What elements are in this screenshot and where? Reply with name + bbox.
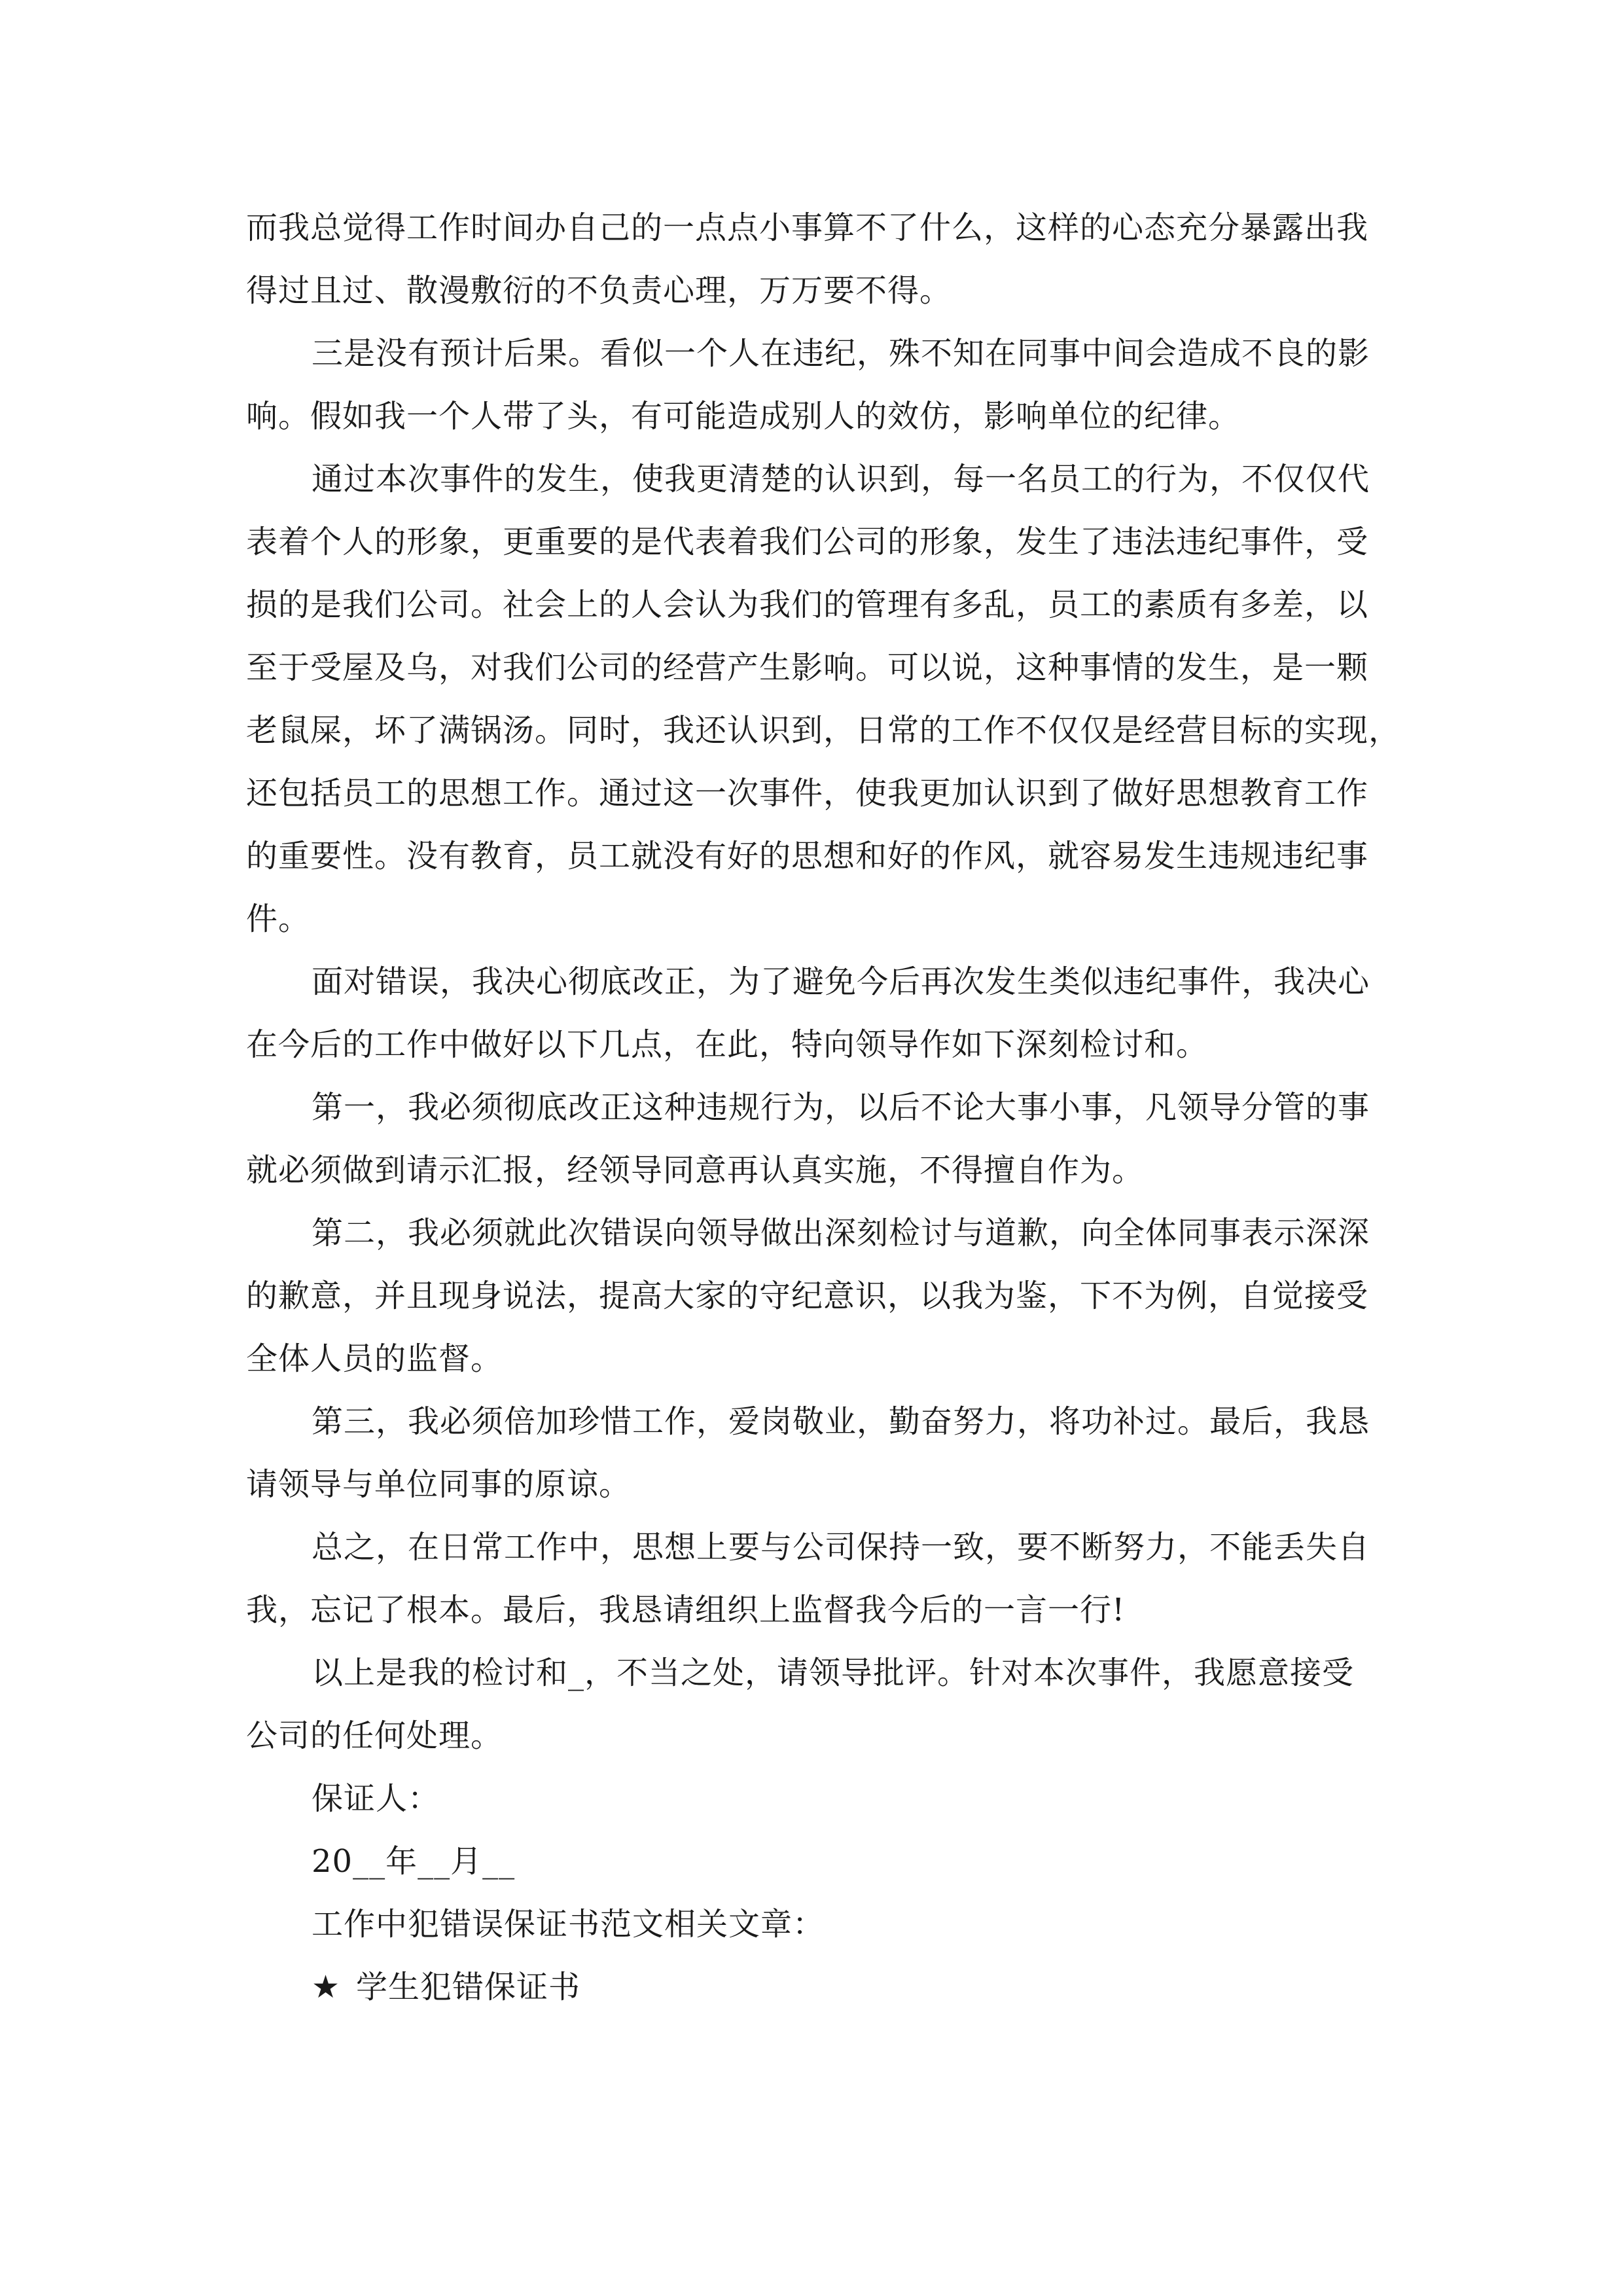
paragraph-line: 公司的任何处理。 [246,1717,503,1754]
related-article-label[interactable]: 学生犯错保证书 [356,1969,581,2005]
paragraph-line: 的重要性。没有教育，员工就没有好的思想和好的作风，就容易发生违规违纪事 [246,838,1369,874]
guarantor-label: 保证人： [312,1780,440,1817]
date-line: 20__年__月__ [312,1843,516,1880]
paragraph-line: 总之，在日常工作中，思想上要与公司保持一致，要不断努力，不能丢失自 [312,1529,1370,1566]
paragraph-line: 三是没有预计后果。看似一个人在违纪，殊不知在同事中间会造成不良的影 [312,335,1370,372]
paragraph-line: 第三，我必须倍加珍惜工作，爱岗敬业，勤奋努力，将功补过。最后，我恳 [312,1403,1370,1440]
star-icon: ★ [312,1969,341,2005]
paragraph-line: 以上是我的检讨和_，不当之处，请领导批评。针对本次事件，我愿意接受 [312,1655,1355,1691]
paragraph-line: 通过本次事件的发生，使我更清楚的认识到，每一名员工的行为，不仅仅代 [312,461,1370,497]
paragraph-line: 在今后的工作中做好以下几点，在此，特向领导作如下深刻检讨和。 [246,1026,1209,1063]
related-article-link[interactable] [246,1956,1377,2018]
paragraph-line: 第一，我必须彻底改正这种违规行为，以后不论大事小事，凡领导分管的事 [312,1089,1370,1126]
paragraph-line: 面对错误，我决心彻底改正，为了避免今后再次发生类似违纪事件，我决心 [312,963,1370,1000]
paragraph-line: 而我总觉得工作时间办自己的一点点小事算不了什么，这样的心态充分暴露出我 [246,209,1369,246]
document-body [246,196,1401,2018]
paragraph-line: 的歉意，并且现身说法，提高大家的守纪意识，以我为鉴，下不为例，自觉接受 [246,1278,1369,1314]
paragraph-line: 老鼠屎，坏了满锅汤。同时，我还认识到，日常的工作不仅仅是经营目标的实现， [246,712,1401,749]
paragraph-line: 请领导与单位同事的原谅。 [246,1466,632,1503]
paragraph-line: 第二，我必须就此次错误向领导做出深刻检讨与道歉，向全体同事表示深深 [312,1215,1370,1251]
paragraph-line: 件。 [246,901,311,937]
paragraph-line: 全体人员的监督。 [246,1340,503,1377]
paragraph-line: 表着个人的形象，更重要的是代表着我们公司的形象，发生了违法违纪事件，受 [246,524,1369,560]
paragraph-line: 得过且过、散漫敷衍的不负责心理，万万要不得。 [246,272,952,309]
paragraph-line: 至于受屋及乌，对我们公司的经营产生影响。可以说，这种事情的发生，是一颗 [246,649,1369,686]
paragraph-line: 损的是我们公司。社会上的人会认为我们的管理有多乱，员工的素质有多差，以 [246,586,1369,623]
paragraph-line: 我，忘记了根本。最后，我恳请组织上监督我今后的一言一行! [246,1592,1126,1628]
related-articles-heading: 工作中犯错误保证书范文相关文章： [312,1906,825,1943]
paragraph-line: 就必须做到请示汇报，经领导同意再认真实施，不得擅自作为。 [246,1152,1145,1189]
paragraph-line: 还包括员工的思想工作。通过这一次事件，使我更加认识到了做好思想教育工作 [246,775,1369,812]
paragraph-line: 响。假如我一个人带了头，有可能造成别人的效仿，影响单位的纪律。 [246,398,1241,435]
